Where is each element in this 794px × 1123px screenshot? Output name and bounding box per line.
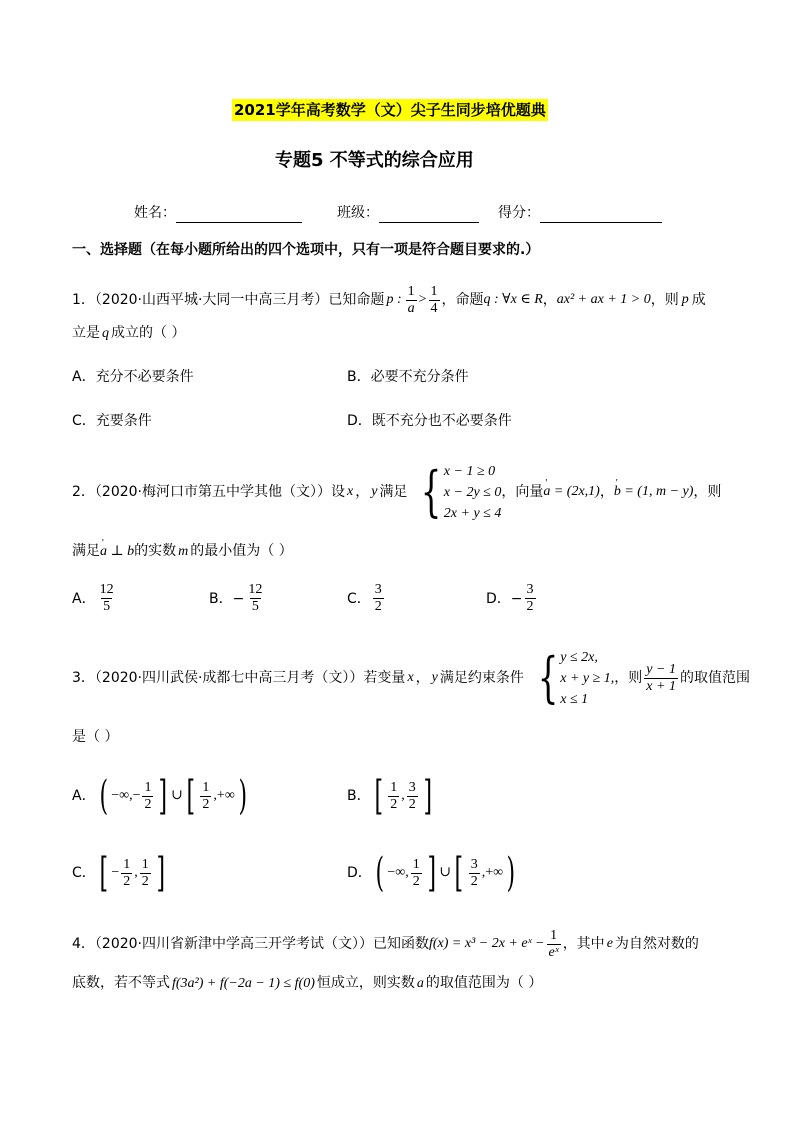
- question-4-line-2: 底数，若不等式 f(3a²) + f(−2a − 1) ≤ f(0) 恒成立，则实数 a 的取值范围为（ ）: [72, 975, 543, 991]
- q1-option-c[interactable]: C．充要条件: [72, 413, 152, 429]
- q1-frac-rhs: $\frac{1}{4}$: [430, 283, 438, 316]
- document-title: 2021学年高考数学（文）尖子生同步培优题典: [234, 101, 546, 119]
- name-label: 姓名：: [134, 205, 176, 221]
- q2-option-a[interactable]: A． $\frac{12}{5}$: [72, 582, 114, 614]
- name-field[interactable]: [134, 203, 302, 223]
- q1-frac-lhs: $\frac{1}{a}$: [407, 283, 415, 316]
- q2-option-b[interactable]: B．− $\frac{12}{5}$: [209, 582, 263, 614]
- q2-vector-a: ' a = (2x,1): [543, 482, 600, 502]
- q1-cheng: 成: [691, 292, 706, 308]
- q4-function: f(x) = x³ − 2x + eˣ −: [429, 936, 545, 951]
- q1-prefix: 1．（2020·山西平城·大同一中高三月考）已知命题: [72, 292, 385, 308]
- q1-option-b[interactable]: B．必要不充分条件: [347, 369, 469, 385]
- score-label: 得分：: [498, 205, 540, 221]
- question-3-line-1: 3．（2020·四川武侯·成都七中高三月考（文））若变量 x ， y 满足约束条件 { y ≤ 2x, x + y ≥ 1, x ≤ 1 ，则 $\frac{y - 1}{x + 1}$ 的取值范围: [72, 645, 750, 709]
- q1-option-d[interactable]: D．既不充分也不必要条件: [347, 413, 512, 429]
- class-field[interactable]: [337, 203, 479, 223]
- q1-tail: ，则: [650, 292, 679, 308]
- q3-fraction: $\frac{y - 1}{x + 1}$: [646, 661, 676, 694]
- q3-option-c[interactable]: C． [ − $\frac{1}{2}$ , $\frac{1}{2}$ ]: [72, 850, 165, 896]
- q2-vector-b: ' b = (1, m − y): [614, 482, 694, 502]
- q1-option-a[interactable]: A．充分不必要条件: [72, 369, 194, 385]
- question-1-line-2: 立是 q 成立的（ ）: [72, 325, 186, 341]
- q1-mid: ，命题: [441, 292, 484, 308]
- question-3-line-2: 是（ ）: [72, 729, 119, 745]
- q3-constraint-system: { y ≤ 2x, x + y ≥ 1, x ≤ 1: [537, 645, 615, 709]
- question-2-line-1: 2．（2020·梅河口市第五中学其他（文））设 x ， y 满足 { x − 1 ≥ 0 x − 2y ≤ 0 2x + y ≤ 4 ，向量 ' a = (2x,1) ， ' b = (1, m − y) ，则: [72, 458, 721, 526]
- q4-inequality: f(3a²) + f(−2a − 1) ≤ f(0): [172, 976, 315, 991]
- question-4-line-1: 4．（2020·四川省新津中学高三开学考试（文））已知函数 f(x) = x³ − 2x + eˣ − $\frac{1}{\text{eˣ}}$ ，其中 e 为自然对数的: [72, 927, 699, 960]
- q3-option-b[interactable]: B． [ $\frac{1}{2}$ , $\frac{3}{2}$ ]: [347, 773, 432, 819]
- q2-constraint-system: { x − 1 ≥ 0 x − 2y ≤ 0 2x + y ≤ 4: [421, 459, 502, 523]
- q1-q-expr: q : ∀x ∈ R: [483, 292, 543, 307]
- q3-option-a[interactable]: A． ( −∞,− $\frac{1}{2}$ ] ∪ [ $\frac{1}{2}$ ,+∞ ): [72, 773, 247, 819]
- q3-option-d[interactable]: D． ( −∞, $\frac{1}{2}$ ] ∪ [ $\frac{3}{2}$ ,+∞ ): [347, 850, 516, 896]
- q4-fraction: $\frac{1}{\text{eˣ}}$: [548, 927, 559, 960]
- class-label: 班级：: [337, 205, 379, 221]
- q2-option-d[interactable]: D．− $\frac{3}{2}$: [486, 582, 534, 614]
- score-field[interactable]: [498, 203, 662, 223]
- section-heading: 一、选择题（在每小题所给出的四个选项中，只有一项是符合题目要求的.）: [72, 242, 540, 258]
- q2-option-c[interactable]: C． $\frac{3}{2}$: [347, 582, 382, 614]
- question-2-line-2: 满足' a ⊥ b的实数 m 的最小值为（ ）: [72, 541, 293, 562]
- question-1-line-1: 1．（2020·山西平城·大同一中高三月考）已知命题 p : $\frac{1}{a}$ > $\frac{1}{4}$ ，命题 q : ∀x ∈ R ， ax² + ax + 1 > 0 ，则 p 成: [72, 283, 706, 316]
- q1-q-expr2: ax² + ax + 1 > 0: [556, 292, 651, 307]
- topic-title: 专题5 不等式的综合应用: [275, 150, 474, 171]
